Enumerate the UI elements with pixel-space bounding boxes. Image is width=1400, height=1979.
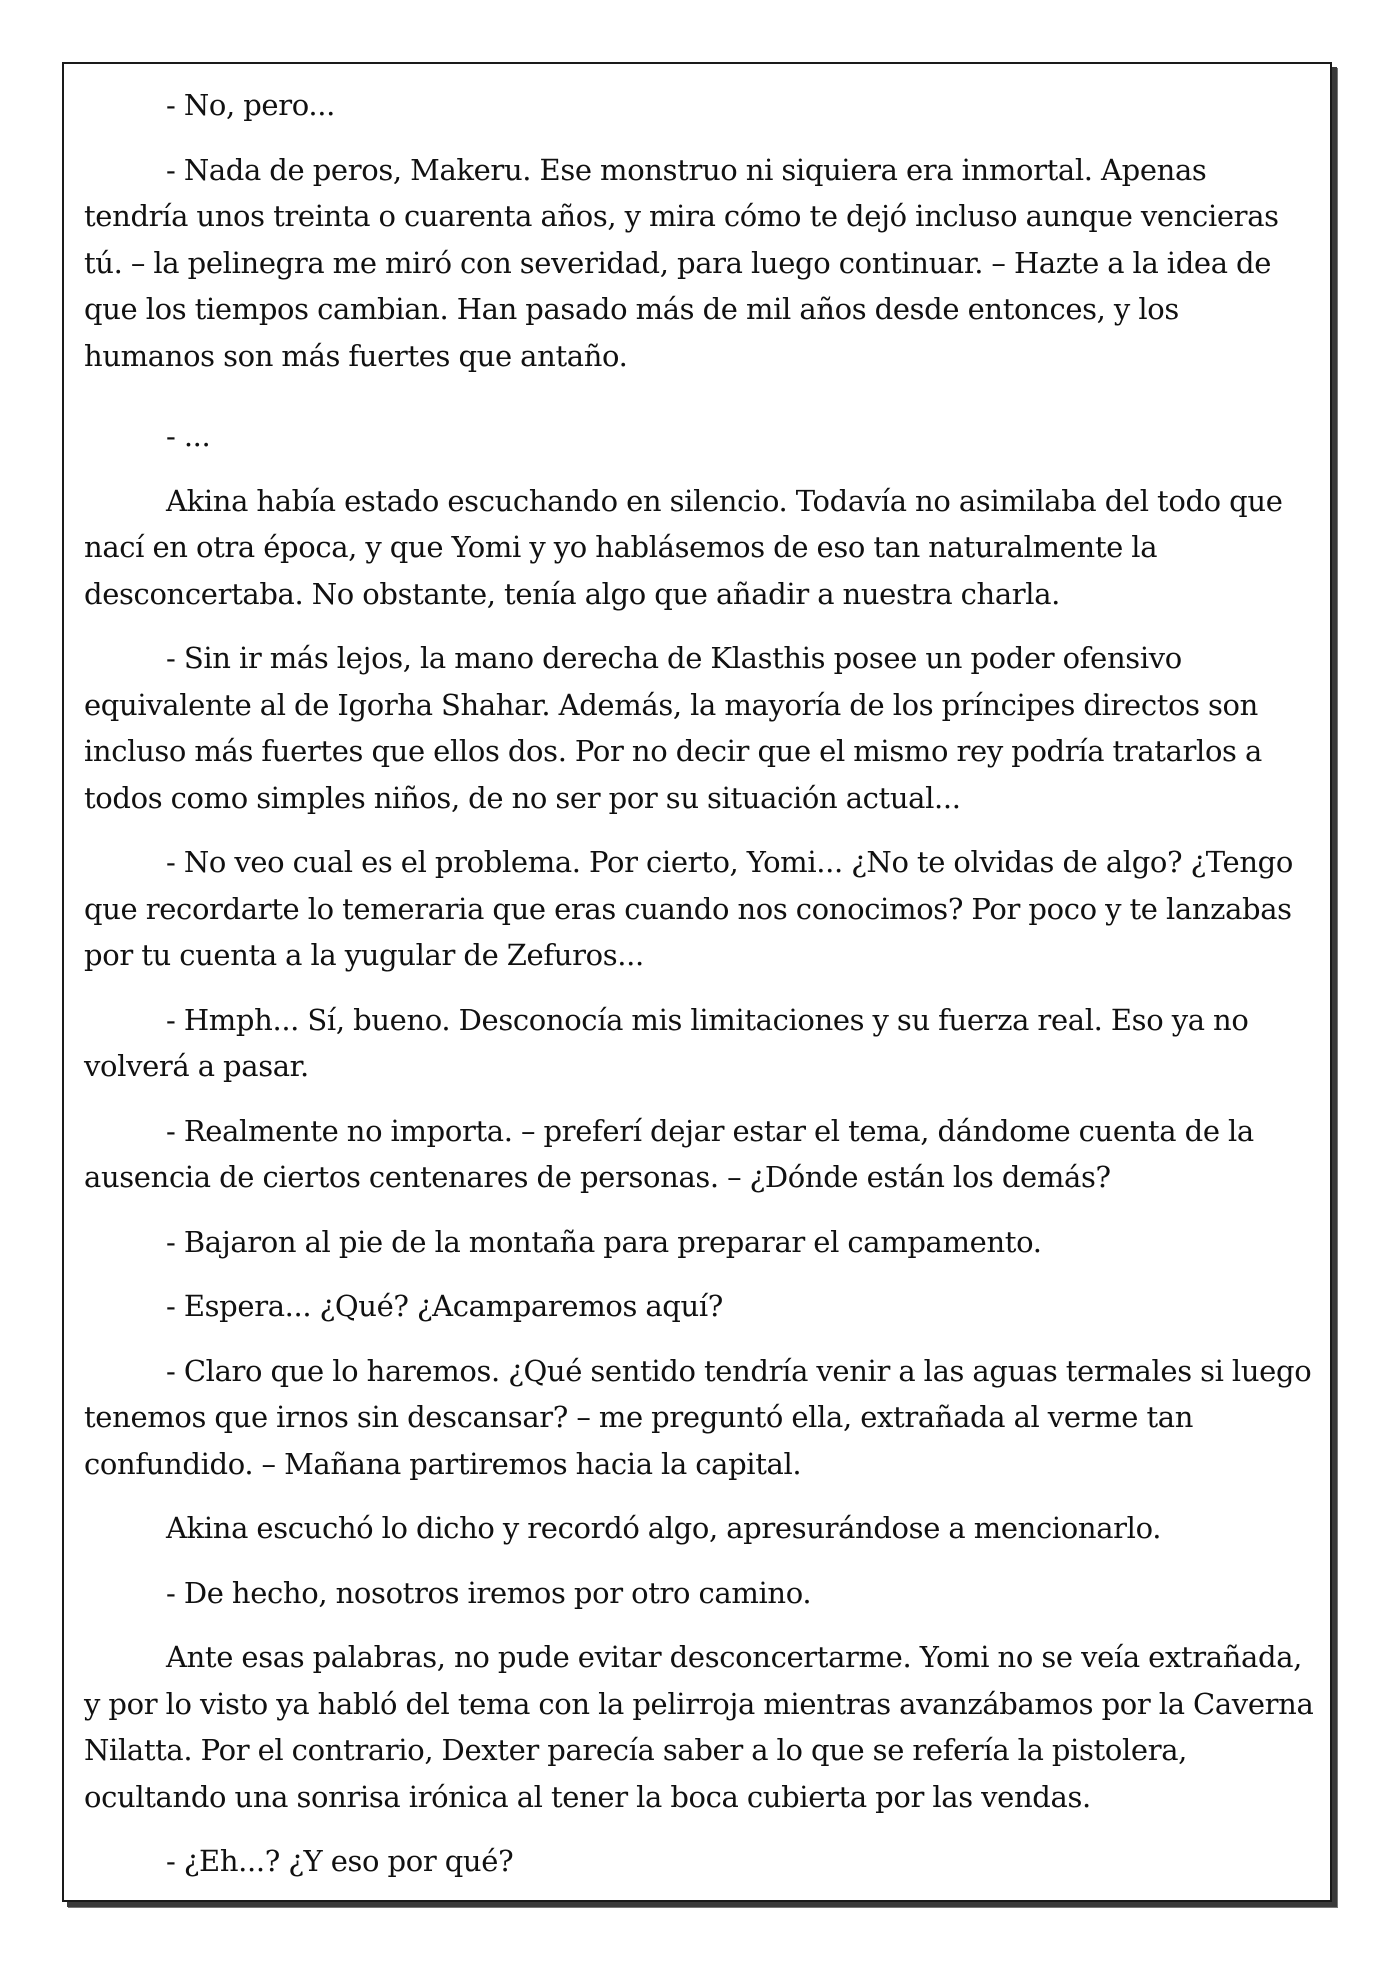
paragraph: - Espera... ¿Qué? ¿Acamparemos aquí? xyxy=(166,1289,723,1323)
paragraph: - Bajaron al pie de la montaña para preparar el campamento. xyxy=(166,1224,1042,1259)
paragraph: - Sin ir más lejos, la mano derecha de Klasthis posee un poder ofensivo equivalente al de Igorha Shahar. Además, la mayoría de los príncipes directos son incluso más fuertes que ellos dos. Por no decir que el mismo rey podría tratarlos a todos como simples niños, de no ser por su situación actual... xyxy=(84,641,1262,815)
paragraph: - Realmente no importa. – preferí dejar estar el tema, dándome cuenta de la ausencia de ciertos centenares de personas. – ¿Dónde están los demás? xyxy=(84,1113,1254,1194)
paragraph: - Nada de peros, Makeru. Ese monstruo ni siquiera era inmortal. Apenas tendría unos treinta o cuarenta años, y mira cómo te dejó incluso aunque vencieras tú. – la pelinegra me miró con severidad, para luego continuar. – Hazte a la idea de que los tiempos cambian. Han pasado más de mil años desde entonces, y los humanos son más fuertes que antaño. xyxy=(84,152,1279,373)
paragraph: Ante esas palabras, no pude evitar desconcertarme. Yomi no se veía extrañada, y por lo visto ya habló del tema con la pelirroja mientras avanzábamos por la Caverna Nilatta. Por el contrario, Dexter parecía saber a lo que se refería la pistolera, ocultando una sonrisa irónica al tener la boca cubierta por las vendas. xyxy=(84,1640,1314,1814)
paragraph: - No, pero... xyxy=(166,88,335,122)
paragraph: - Hmph... Sí, bueno. Desconocía mis limitaciones y su fuerza real. Eso ya no volverá a pasar. xyxy=(84,1002,1249,1083)
document-body xyxy=(84,82,1316,1903)
paragraph: - ¿Eh...? ¿Y eso por qué? xyxy=(166,1844,514,1878)
paragraph: - De hecho, nosotros iremos por otro camino. xyxy=(166,1575,812,1610)
paragraph: - ... xyxy=(166,419,211,453)
paragraph: - No veo cual es el problema. Por cierto, Yomi... ¿No te olvidas de algo? ¿Tengo que recordarte lo temeraria que eras cuando nos conocimos? Por poco y te lanzabas por tu cuenta a la yugular de Zefuros... xyxy=(84,845,1294,972)
paragraph: - Claro que lo haremos. ¿Qué sentido tendría venir a las aguas termales si luego tenemos que irnos sin descansar? – me preguntó ella, extrañada al verme tan confundido. – Mañana partiremos hacia la capital. xyxy=(84,1353,1312,1481)
paragraph: Akina escuchó lo dicho y recordó algo, apresurándose a mencionarlo. xyxy=(166,1511,1162,1545)
paragraph: Akina había estado escuchando en silencio. Todavía no asimilaba del todo que nací en otra época, y que Yomi y yo hablásemos de eso tan naturalmente la desconcertaba. No obstante, tenía algo que añadir a nuestra charla. xyxy=(84,483,1283,611)
